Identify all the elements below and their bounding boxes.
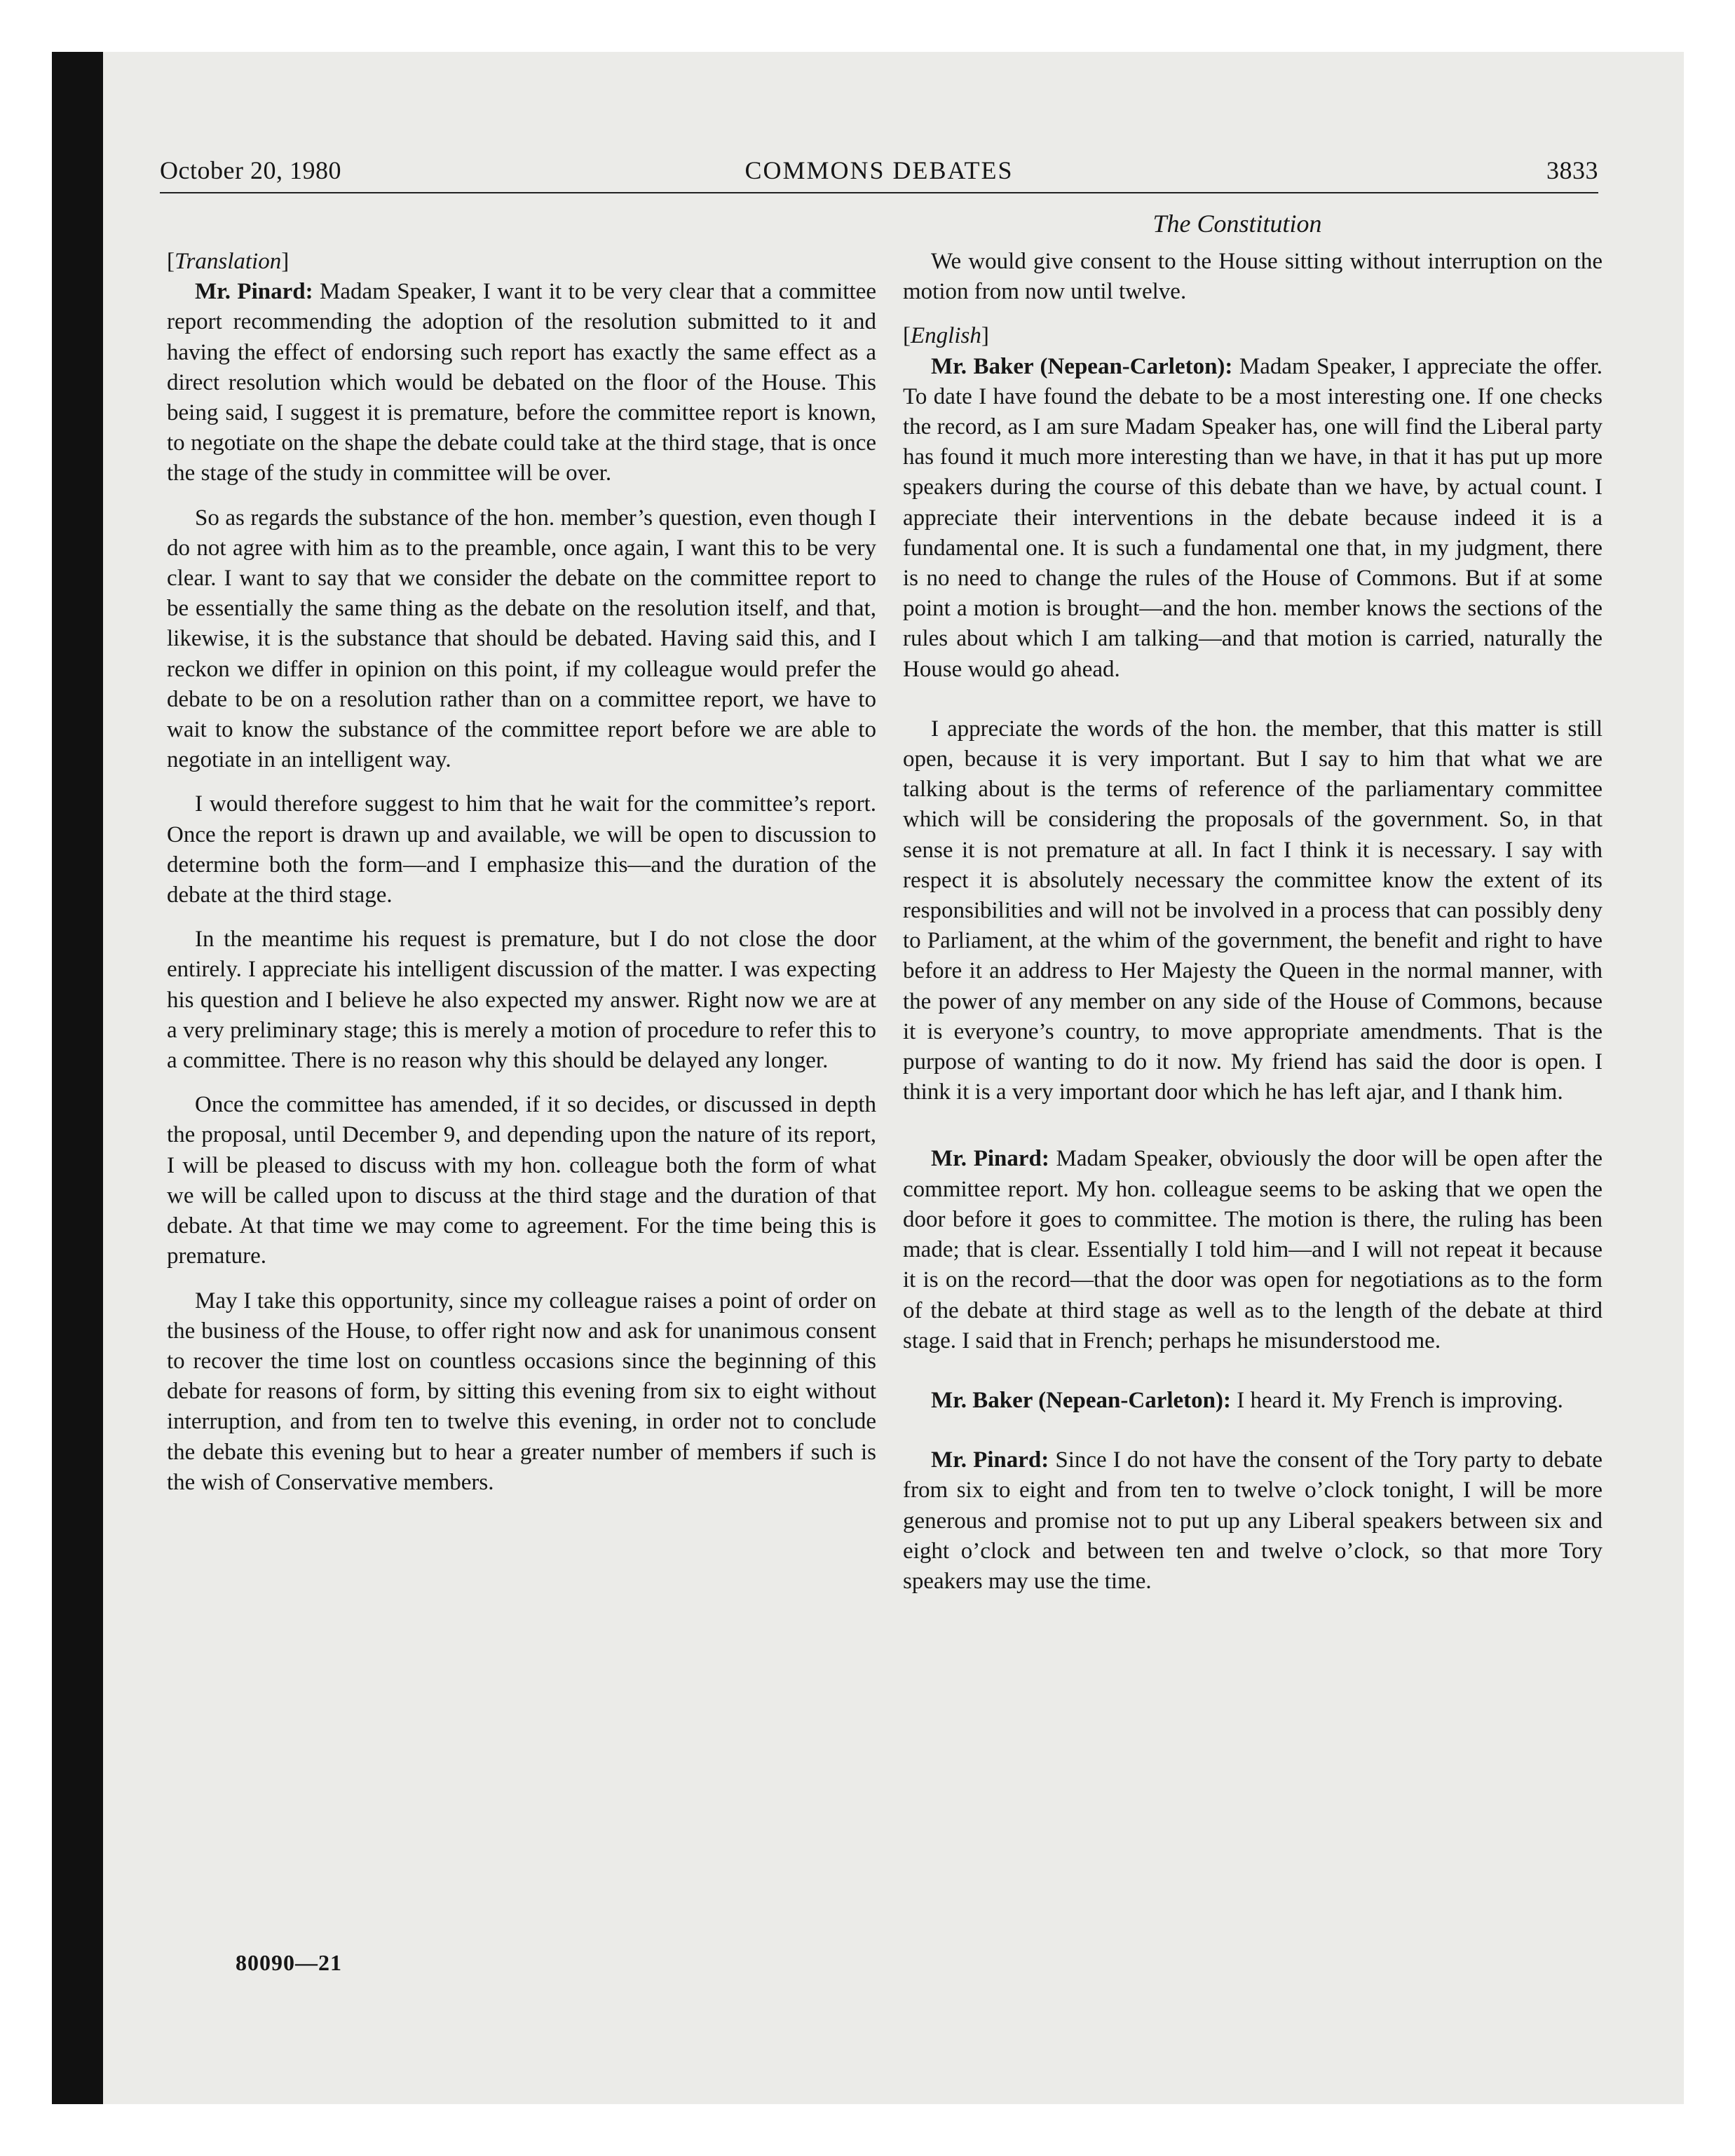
paragraph-text: Madam Speaker, obviously the door will be open after the committee report. My hon. colleague seems to be asking that we open the door before it goes to committee. The motion is there, the ruling has been made; that is clear. Essentially I told him—and I will not repeat it because it is on the record—that the door was open for negotiations as to the form of the debate at third stage as well as to the length of the debate at third stage. I said that in French; perhaps he misunderstood me.: [903, 1146, 1603, 1353]
english-tag-text: English: [911, 323, 981, 349]
speaker-name: Mr. Pinard:: [931, 1146, 1049, 1172]
running-header: [160, 156, 1598, 193]
paragraph: [903, 1144, 1603, 1356]
paragraph: [903, 1386, 1603, 1416]
translation-tag: [Translation]: [167, 249, 290, 274]
paragraph: We would give consent to the House sitting without interruption on the motion from now until twelve.: [903, 249, 1603, 305]
english-tag: [English]: [903, 323, 989, 349]
paragraph-text: Since I do not have the consent of the Tory party to debate from six to eight and from ten to twelve o’clock tonight, I will be more generous and promise not to put up any Liberal speakers between six and eight o’clock and between ten and twelve o’clock, so that more Tory speakers may use the time.: [903, 1447, 1603, 1594]
paragraph-text: I heard it. My French is improving.: [1231, 1387, 1563, 1413]
speaker-name: Mr. Pinard:: [931, 1447, 1049, 1473]
paragraph: [167, 277, 876, 489]
paragraph: I appreciate the words of the hon. the member, that this matter is still open, because it is very important. But I say to him that what we are talking about is the terms of reference of the parliamentary committee which will be considering the proposals of the government. So, in that sense it is not premature at all. In fact I think it is necessary. I say with respect it is absolutely necessary the committee know the extent of its responsibilities and will not be involved in a process that can possibly deny to Parliament, at the whim of the government, the benefit and right to have before it an address to Her Majesty the Queen in the normal manner, with the power of any member on any side of the House of Commons, because it is everyone’s country, to move appropriate amendments. That is the purpose of wanting to do it now. My friend has said the door is open. I think it is a very important door which he has left ajar, and I thank him.: [903, 716, 1603, 1105]
paragraph: May I take this opportunity, since my colleague raises a point of order on the business of the House, to offer right now and ask for unanimous consent to recover the time lost on countless occasions since the beginning of this debate for reasons of form, by sitting this evening from six to eight without interruption, and from ten to twelve this evening, in order not to conclude the debate this evening but to hear a greater number of members if such is the wish of Conservative members.: [167, 1288, 876, 1495]
paragraph-text: Madam Speaker, I want it to be very clear that a committee report recommending the adoption of the resolution submitted to it and having the effect of endorsing such report has exactly the same effect as a direct resolution which would be debated on the floor of the House. This being said, I suggest it is premature, before the committee report is known, to negotiate on the shape the debate could take at the third stage, that is once the stage of the study in committee will be over.: [167, 279, 876, 486]
paragraph: [903, 1445, 1603, 1597]
paragraph: So as regards the substance of the hon. member’s question, even though I do not agree with him as to the preamble, once again, I want this to be very clear. I want to say that we consider the debate on the committee report to be essentially the same thing as the debate on the resolution itself, and that, likewise, it is the substance that should be debated. Having said this, and I reckon we differ in opinion on this point, if my colleague would prefer the debate to be on a resolution rather than on a committee report, we have to wait to know the substance of the committee report before we are able to negotiate in an intelligent way.: [167, 505, 876, 773]
speaker-name: Mr. Baker (Nepean-Carleton):: [931, 1387, 1232, 1413]
header-date: October 20, 1980: [160, 156, 341, 184]
footer-code: 80090—21: [236, 1950, 342, 1975]
paragraph: I would therefore suggest to him that he wait for the committee’s report. Once the report is drawn up and available, we will be open to discussion to determine both the form—and I emphasize this—and the duration of the debate at the third stage.: [167, 791, 876, 908]
paragraph: Once the committee has amended, if it so decides, or discussed in depth the proposal, until December 9, and depending upon the nature of its report, I will be pleased to discuss with my hon. colleague both the form of what we will be called upon to discuss at the third stage and the duration of that debate. At that time we may come to agreement. For the time being this is premature.: [167, 1092, 876, 1269]
page-number: 3833: [1546, 156, 1598, 184]
right-column: [903, 247, 1603, 1597]
header-title: COMMONS DEBATES: [744, 156, 1014, 184]
section-title: The Constitution: [1152, 210, 1322, 238]
scan-edge: [52, 52, 103, 2104]
paragraph: In the meantime his request is premature, but I do not close the door entirely. I appreciate his intelligent discussion of the matter. I was expecting his question and I believe he also expected my answer. Right now we are at a very preliminary stage; this is merely a motion of procedure to refer this to a committee. There is no reason why this should be delayed any longer.: [167, 927, 876, 1074]
paragraph: [903, 352, 1603, 685]
left-column: [167, 247, 876, 1498]
speaker-name: Mr. Pinard:: [195, 279, 313, 305]
paragraph-text: Madam Speaker, I appreciate the offer. To date I have found the debate to be a most interesting one. If one checks the record, as I am sure Madam Speaker has, one will find the Liberal party has found it much more interesting than we have, in that it has put up more speakers during the course of this debate than we have, by actual count. I appreciate their interventions in the debate because indeed it is a fundamental one. It is such a fundamental one that, in my judgment, there is no need to change the rules of the House of Commons. But if at some point a motion is brought—and the hon. member knows the sections of the rules about which I am talking—and that motion is carried, naturally the House would go ahead.: [903, 353, 1603, 682]
translation-tag-text: Translation: [175, 249, 282, 274]
speaker-name: Mr. Baker (Nepean-Carleton):: [931, 353, 1233, 379]
